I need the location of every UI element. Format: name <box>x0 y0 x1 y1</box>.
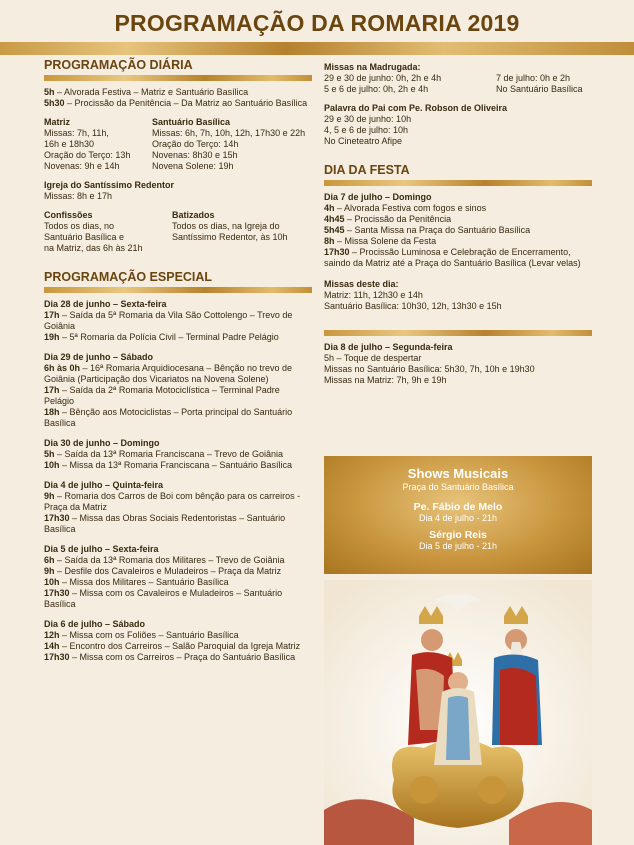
confissoes-line: na Matriz, das 6h às 21h <box>44 243 143 253</box>
right-column <box>324 62 592 395</box>
event-item <box>44 513 312 535</box>
time-label: 17h30 <box>44 588 70 598</box>
holy-trinity-statue-image <box>324 580 592 845</box>
day8-line: Missas no Santuário Basílica: 5h30, 7h, 10h e 19h30 <box>324 364 535 374</box>
event-text: – Saída da 2ª Romaria Motociclística – Terminal Padre Pelágio <box>44 385 280 406</box>
event-text: – Desfile dos Cavaleiros e Muladeiros – Praça da Matriz <box>54 566 282 576</box>
event-text: – Alvorada Festiva com fogos e sinos <box>334 203 487 213</box>
matriz-line: Missas: 7h, 11h, <box>44 128 109 138</box>
event-text: – Missa da 13ª Romaria Franciscana – Santuário Basílica <box>59 460 292 470</box>
day8-line: 5h – Toque de despertar <box>324 353 422 363</box>
event-item <box>44 407 312 429</box>
day-heading: Dia 30 de junho – Domingo <box>44 438 160 448</box>
event-item <box>44 566 312 577</box>
santuario-line: Missas: 6h, 7h, 10h, 12h, 17h30 e 22h <box>152 128 306 138</box>
event-item <box>44 385 312 407</box>
event-item <box>324 247 592 269</box>
diaria-lines <box>44 87 312 109</box>
artist-date: Dia 4 de julho - 21h <box>418 513 498 523</box>
time-label: 17h30 <box>44 513 70 523</box>
shows-box <box>324 456 592 574</box>
shows-title: Shows Musicais <box>407 466 509 481</box>
missas-heading: Missas deste dia: <box>324 279 399 289</box>
time-label: 10h <box>44 460 60 470</box>
santuario-line: Novenas: 8h30 e 15h <box>152 150 238 160</box>
igreja-block <box>44 180 312 202</box>
event-item <box>44 332 312 343</box>
missas-line: Santuário Basílica: 10h30, 12h, 13h30 e 15h <box>324 301 502 311</box>
day-heading: Dia 5 de julho – Sexta-feira <box>44 544 159 554</box>
time-label: 9h <box>44 491 55 501</box>
madrugada-right <box>496 73 592 95</box>
batizados-line: Santíssimo Redentor, às 10h <box>172 232 288 242</box>
time-label: 4h <box>324 203 335 213</box>
palavra-line: No Cineteatro Afipe <box>324 136 403 146</box>
matriz-line: Novenas: 9h e 14h <box>44 161 120 171</box>
palavra-block <box>324 103 592 147</box>
event-text: – 5ª Romaria da Polícia Civil – Terminal Padre Pelágio <box>59 332 279 342</box>
palavra-line: 4, 5 e 6 de julho: 10h <box>324 125 409 135</box>
section-divider <box>44 75 312 81</box>
event-item <box>44 555 312 566</box>
event-text: – Procissão Luminosa e Celebração de Encerramento, saindo da Matriz até a Praça do Santuário Basílica (Levar velas) <box>324 247 581 268</box>
event-item <box>44 449 312 460</box>
event-text: – Missa dos Militares – Santuário Basílica <box>59 577 229 587</box>
time-label: 5h <box>44 87 55 97</box>
batizados-line: Todos os dias, na Igreja do <box>172 221 280 231</box>
time-label: 18h <box>44 407 60 417</box>
title-banner-band <box>0 42 634 55</box>
event-item <box>44 363 312 385</box>
event-item <box>44 652 312 663</box>
day8-line: Missas na Matriz: 7h, 9h e 19h <box>324 375 447 385</box>
event-text: – Missa Solene da Festa <box>334 236 437 246</box>
time-label: 5h <box>44 449 55 459</box>
page-title: PROGRAMAÇÃO DA ROMARIA 2019 <box>114 10 520 36</box>
event-text: – Missa das Obras Sociais Redentoristas – Santuário Basílica <box>44 513 286 534</box>
madrugada-block <box>324 62 592 95</box>
event-item <box>44 588 312 610</box>
day-heading: Dia 8 de julho – Segunda-feira <box>324 342 453 352</box>
event-text: – Santa Missa na Praça do Santuário Basílica <box>344 225 531 235</box>
santuario-block <box>152 117 312 172</box>
day-heading: Dia 7 de julho – Domingo <box>324 192 432 202</box>
event-text: – Procissão da Penitência – Da Matriz ao Santuário Basílica <box>64 98 308 108</box>
shows-place: Praça do Santuário Basílica <box>402 482 514 492</box>
matriz-line: 16h e 18h30 <box>44 139 95 149</box>
igreja-line: Missas: 8h e 17h <box>44 191 113 201</box>
time-label: 19h <box>44 332 60 342</box>
madrugada-line: 7 de julho: 0h e 2h <box>496 73 571 83</box>
event-text: – Missa com os Foliões – Santuário Basílica <box>59 630 239 640</box>
confissoes-block <box>44 210 170 254</box>
day-heading: Dia 29 de junho – Sábado <box>44 352 154 362</box>
confissoes-line: Santuário Basílica e <box>44 232 125 242</box>
event-item <box>324 203 592 214</box>
madrugada-grid <box>324 73 592 95</box>
day-block <box>44 352 312 429</box>
day-heading: Dia 6 de julho – Sábado <box>44 619 146 629</box>
day-block <box>44 299 312 343</box>
confissoes-batizados-grid <box>44 210 312 254</box>
matriz-block <box>44 117 152 172</box>
event-item <box>44 630 312 641</box>
time-label: 4h45 <box>324 214 345 224</box>
missas-line: Matriz: 11h, 12h30 e 14h <box>324 290 423 300</box>
confissoes-line: Todos os dias, no <box>44 221 115 231</box>
missas-dia-block <box>324 279 592 312</box>
day-heading: Dia 4 de julho – Quinta-feira <box>44 480 164 490</box>
santuario-line: Novena Solene: 19h <box>152 161 234 171</box>
event-item <box>44 460 312 471</box>
igreja-heading: Igreja do Santíssimo Redentor <box>44 180 175 190</box>
artist-date: Dia 5 de julho - 21h <box>418 541 498 551</box>
event-text: – Romaria dos Carros de Boi com bênção para os carreiros - Praça da Matriz <box>44 491 301 512</box>
time-label: 9h <box>44 566 55 576</box>
palavra-line: 29 e 30 de junho: 10h <box>324 114 412 124</box>
matriz-heading: Matriz <box>44 117 71 127</box>
madrugada-line: 5 e 6 de julho: 0h, 2h e 4h <box>324 84 429 94</box>
day-block <box>44 619 312 663</box>
time-label: 5h30 <box>44 98 65 108</box>
day-block <box>44 480 312 535</box>
day7-block <box>324 192 592 269</box>
event-text: – Alvorada Festiva – Matriz e Santuário Basílica <box>54 87 249 97</box>
section-title-festa: DIA DA FESTA <box>324 163 410 177</box>
time-label: 14h <box>44 641 60 651</box>
event-text: – Encontro dos Carreiros – Salão Paroquial da Igreja Matriz <box>59 641 301 651</box>
event-text: – Procissão da Penitência <box>344 214 452 224</box>
section-divider <box>44 287 312 293</box>
event-item <box>44 577 312 588</box>
section-divider <box>324 330 592 336</box>
time-label: 17h30 <box>44 652 70 662</box>
artist-name: Pe. Fábio de Melo <box>413 501 503 513</box>
event-item <box>324 236 592 247</box>
matriz-santuario-grid <box>44 117 312 172</box>
day-block <box>44 438 312 471</box>
time-label: 17h <box>44 310 60 320</box>
time-label: 6h <box>44 555 55 565</box>
santuario-line: Oração do Terço: 14h <box>152 139 239 149</box>
madrugada-left <box>324 73 441 95</box>
time-label: 10h <box>44 577 60 587</box>
batizados-block <box>172 210 312 254</box>
confissoes-heading: Confissões <box>44 210 93 220</box>
left-column <box>44 58 312 672</box>
event-item <box>324 225 592 236</box>
madrugada-line: No Santuário Basílica <box>496 84 583 94</box>
section-title-diaria: PROGRAMAÇÃO DIÁRIA <box>44 58 193 72</box>
time-label: 17h <box>44 385 60 395</box>
madrugada-line: 29 e 30 de junho: 0h, 2h e 4h <box>324 73 442 83</box>
event-text: – Bênção aos Motociclistas – Porta principal do Santuário Basílica <box>44 407 293 428</box>
section-title-especial: PROGRAMAÇÃO ESPECIAL <box>44 270 213 284</box>
event-item <box>44 491 312 513</box>
matriz-line: Oração do Terço: 13h <box>44 150 131 160</box>
event-text: – Saída da 5ª Romaria da Vila São Cottolengo – Trevo de Goiânia <box>44 310 293 331</box>
batizados-heading: Batizados <box>172 210 215 220</box>
time-label: 8h <box>324 236 335 246</box>
day-heading: Dia 28 de junho – Sexta-feira <box>44 299 167 309</box>
santuario-heading: Santuário Basílica <box>152 117 231 127</box>
day8-block <box>324 342 592 386</box>
diaria-line <box>44 87 312 98</box>
palavra-heading: Palavra do Pai com Pe. Robson de Oliveira <box>324 103 508 113</box>
event-text: – Saída da 13ª Romaria Franciscana – Trevo de Goiânia <box>54 449 283 459</box>
madrugada-heading: Missas na Madrugada: <box>324 62 421 72</box>
time-label: 17h30 <box>324 247 350 257</box>
time-label: 5h45 <box>324 225 345 235</box>
event-item <box>44 641 312 652</box>
event-text: – Saída da 13ª Romaria dos Militares – Trevo de Goiânia <box>54 555 285 565</box>
event-item <box>44 310 312 332</box>
event-item <box>324 214 592 225</box>
event-text: – Missa com os Cavaleiros e Muladeiros – Santuário Basílica <box>44 588 283 609</box>
event-text: – 16ª Romaria Arquidiocesana – Bênção no trevo de Goiânia (Participação dos Vicariatos na Novena Solene) <box>44 363 292 384</box>
artist-name: Sérgio Reis <box>429 529 487 541</box>
section-divider <box>324 180 592 186</box>
time-label: 6h às 0h <box>44 363 81 373</box>
diaria-line <box>44 98 312 109</box>
event-text: – Missa com os Carreiros – Praça do Santuário Basílica <box>69 652 296 662</box>
day-block <box>44 544 312 610</box>
time-label: 12h <box>44 630 60 640</box>
